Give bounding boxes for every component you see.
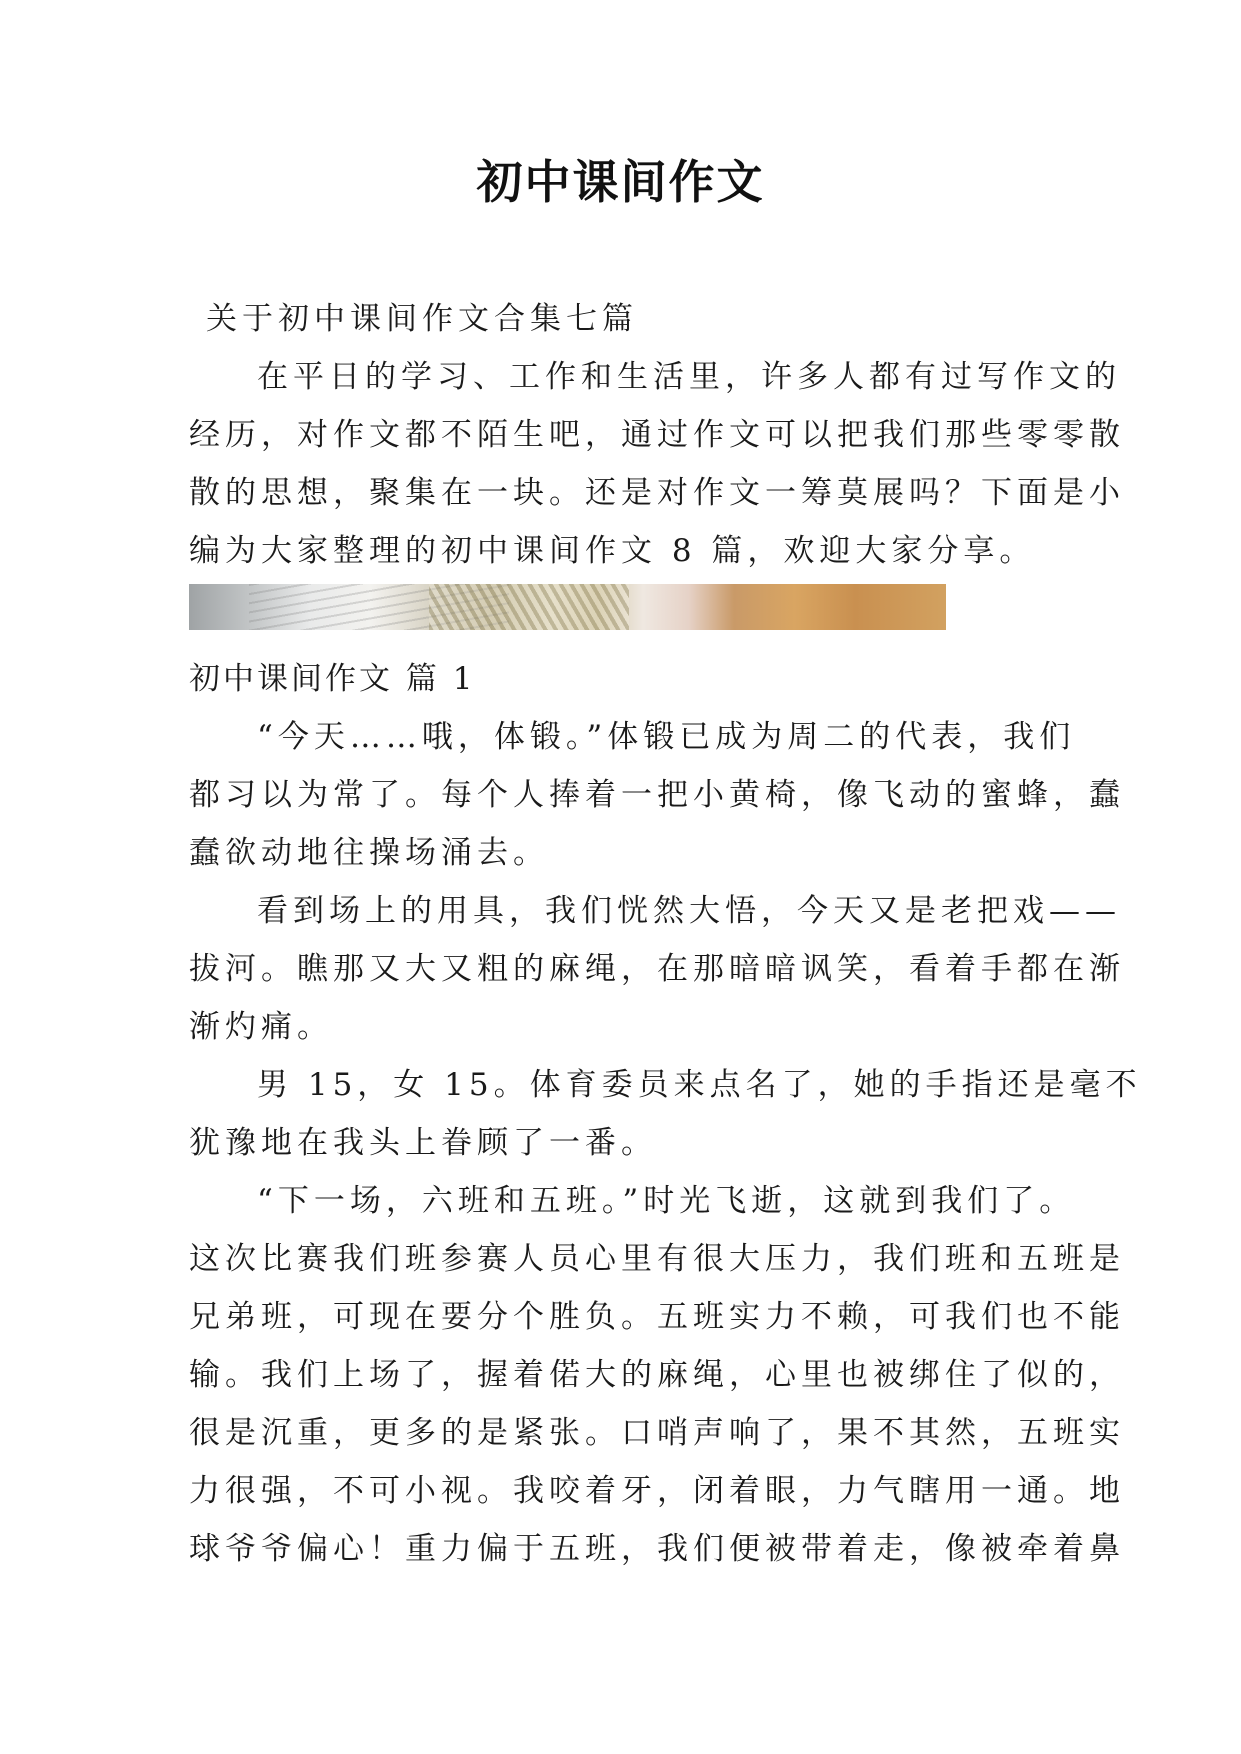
paragraph-2 — [189, 882, 1125, 1056]
paragraph-3 — [189, 1056, 1142, 1172]
paragraph-line: 兄弟班，可现在要分个胜负。五班实力不赖，可我们也不能 — [189, 1299, 1125, 1335]
paragraph-line: 球爷爷偏心！重力偏于五班，我们便被带着走，像被牵着鼻 — [189, 1531, 1125, 1567]
intro-paragraph — [189, 348, 1125, 580]
paragraph-line: “今天……哦，体锻。”体锻已成为周二的代表，我们 — [257, 719, 1076, 755]
document-subtitle: 关于初中课间作文合集七篇 — [206, 301, 638, 337]
intro-line: 散的思想，聚集在一块。还是对作文一筹莫展吗？下面是小 — [189, 475, 1125, 511]
paragraph-line: 输。我们上场了，握着偌大的麻绳，心里也被绑住了似的， — [189, 1357, 1125, 1393]
intro-line: 在平日的学习、工作和生活里，许多人都有过写作文的 — [257, 359, 1121, 395]
paragraph-line: 看到场上的用具，我们恍然大悟，今天又是老把戏—— — [257, 893, 1121, 929]
intro-line: 经历，对作文都不陌生吧，通过作文可以把我们那些零零散 — [189, 417, 1125, 453]
document-title: 初中课间作文 — [476, 155, 765, 209]
paragraph-line: 这次比赛我们班参赛人员心里有很大压力，我们班和五班是 — [189, 1241, 1125, 1277]
paragraph-line: 男 15，女 15。体育委员来点名了，她的手指还是毫不 — [257, 1067, 1142, 1103]
document-body — [189, 290, 1142, 1578]
paragraph-1 — [189, 708, 1125, 882]
section-heading: 初中课间作文 篇 1 — [189, 661, 476, 697]
paragraph-line: 犹豫地在我头上眷顾了一番。 — [189, 1125, 657, 1161]
paragraph-line: 渐灼痛。 — [189, 1009, 333, 1045]
paragraph-line: 很是沉重，更多的是紧张。口哨声响了，果不其然，五班实 — [189, 1415, 1125, 1451]
paragraph-line: 蠢欲动地往操场涌去。 — [189, 835, 549, 871]
paragraph-line: 都习以为常了。每个人捧着一把小黄椅，像飞动的蜜蜂，蠢 — [189, 777, 1125, 813]
paragraph-line: “下一场，六班和五班。”时光飞逝，这就到我们了。 — [257, 1183, 1076, 1219]
banner-photo — [189, 584, 946, 630]
intro-line: 编为大家整理的初中课间作文 8 篇，欢迎大家分享。 — [189, 533, 1036, 569]
photo-rope-texture — [429, 584, 629, 630]
paragraph-line: 力很强，不可小视。我咬着牙，闭着眼，力气瞎用一通。地 — [189, 1473, 1125, 1509]
paragraph-4 — [189, 1172, 1125, 1578]
paragraph-line: 拔河。瞧那又大又粗的麻绳，在那暗暗讽笑，看着手都在渐 — [189, 951, 1125, 987]
